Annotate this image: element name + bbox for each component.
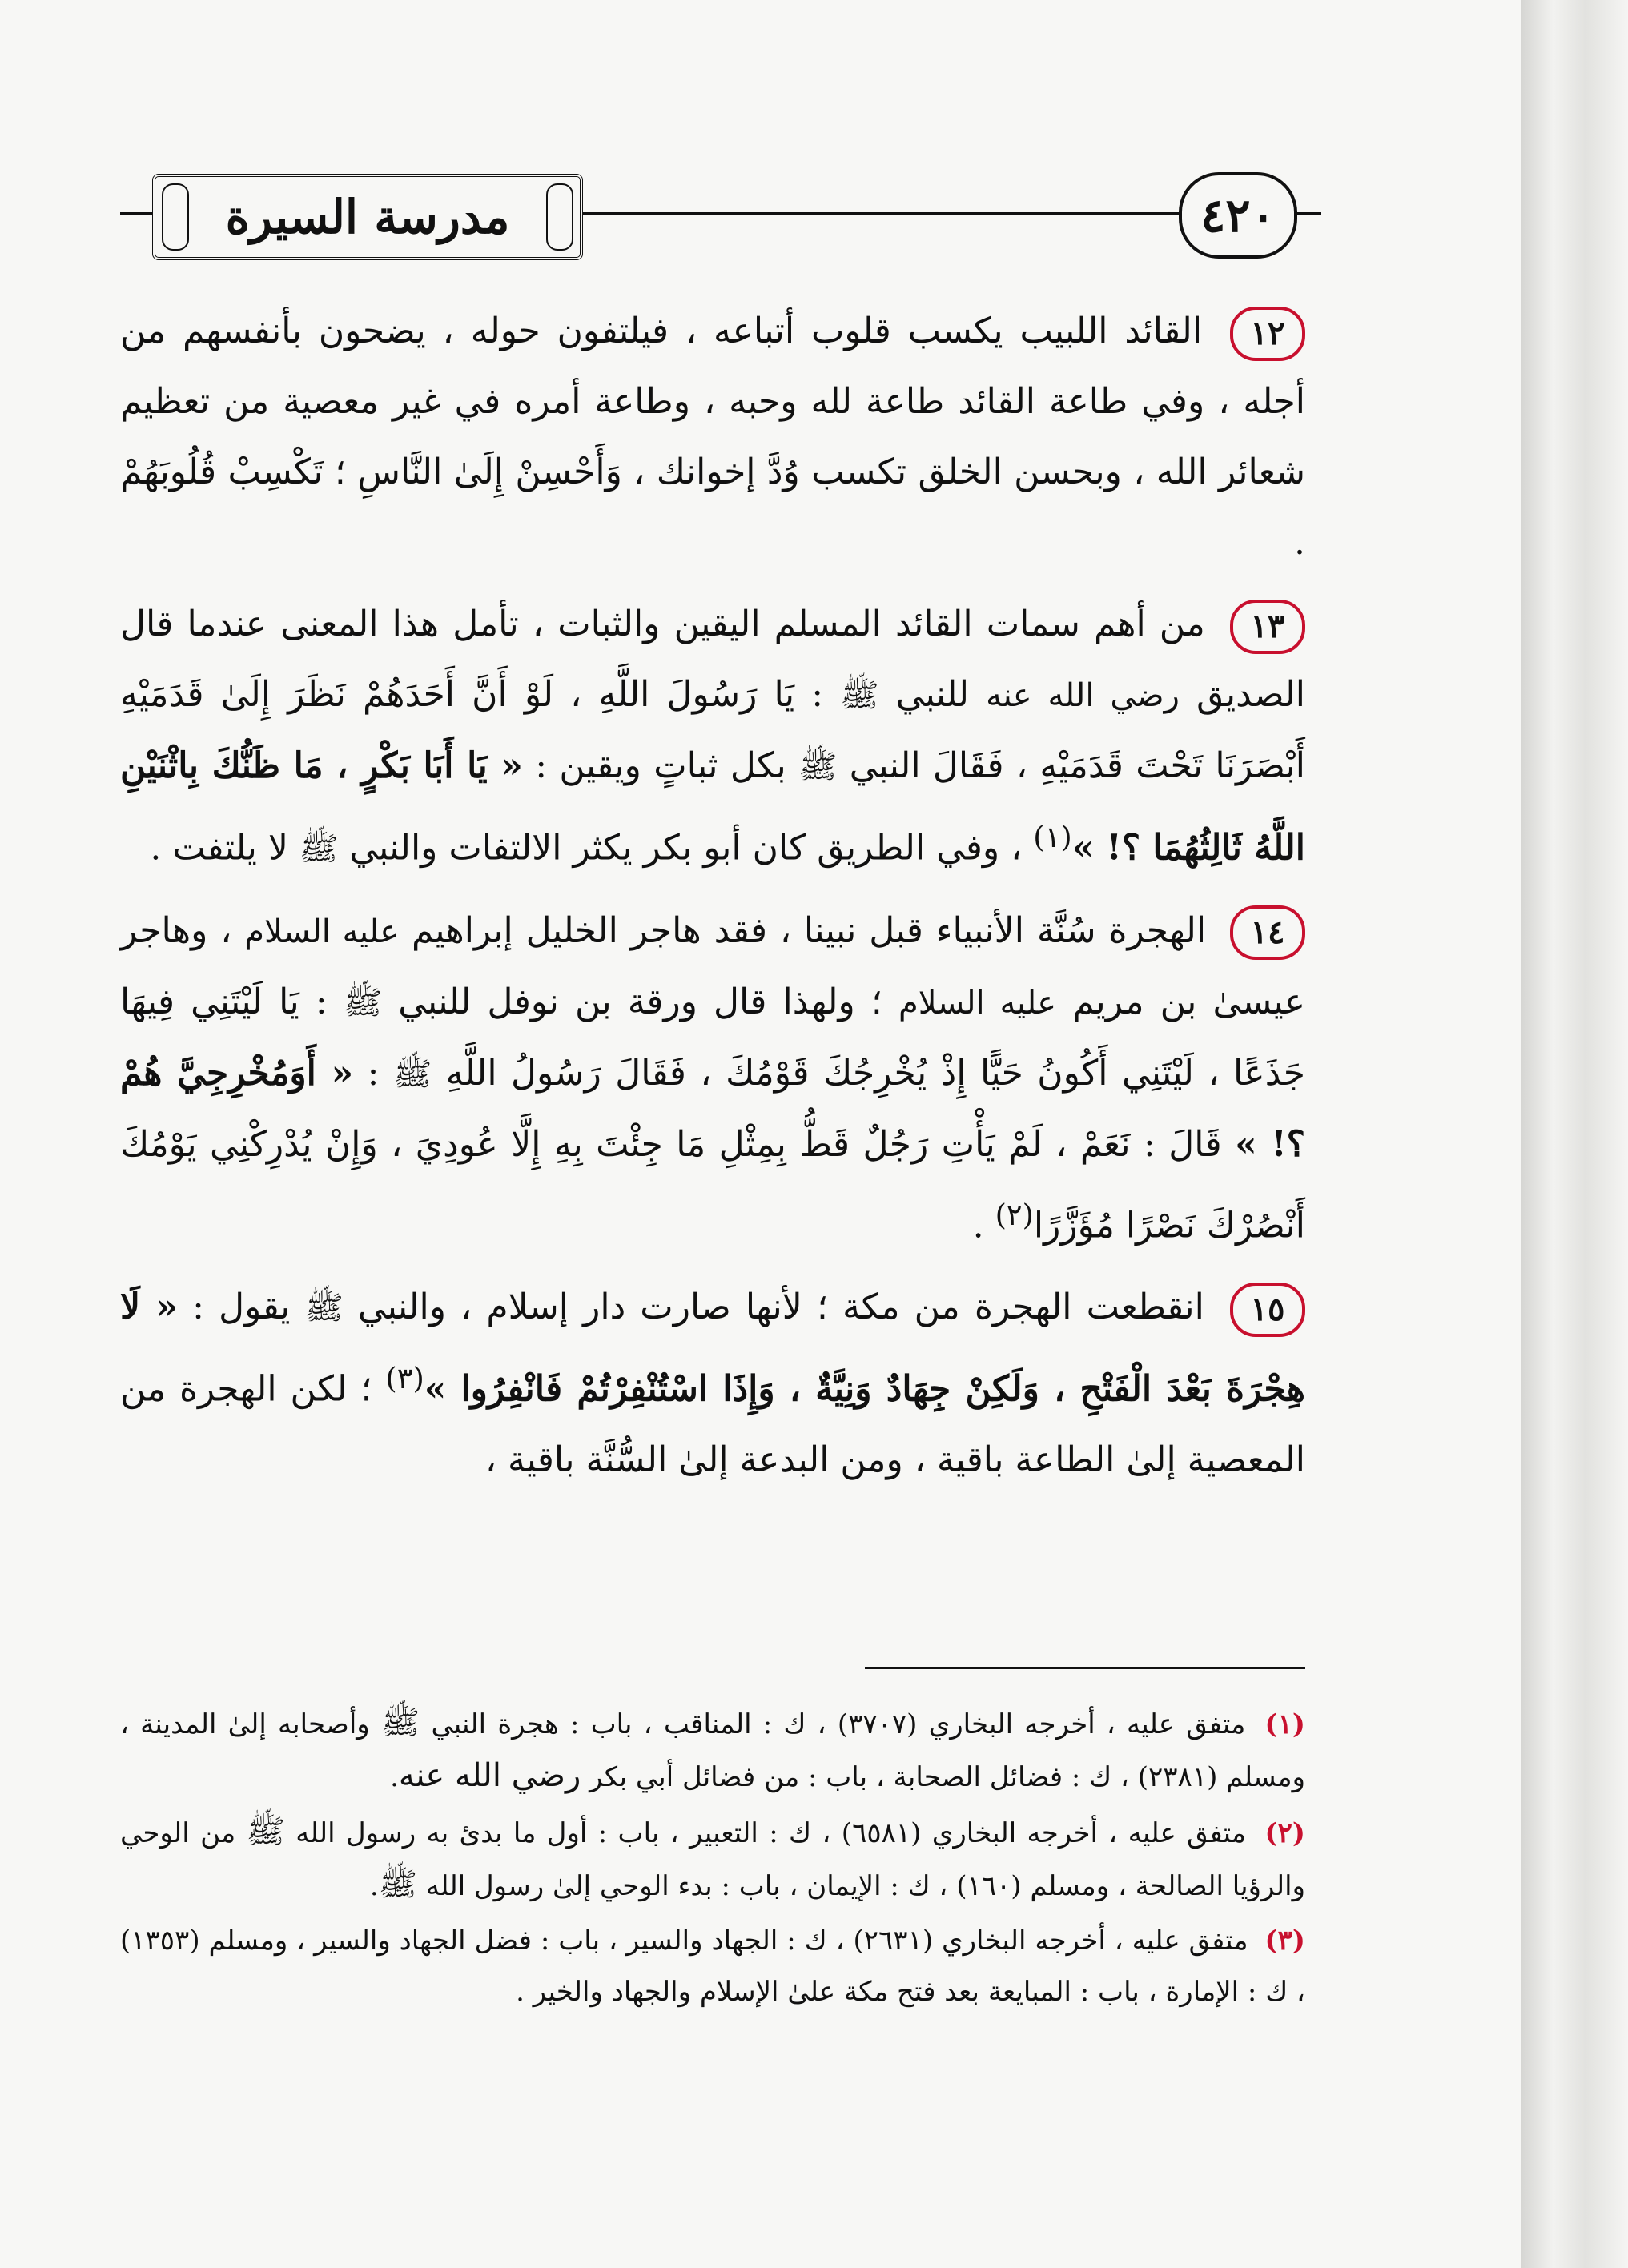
honorific-radiyallahu-icon: رضي الله عنه: [986, 677, 1180, 714]
honorific-radiyallahu-icon: رضي الله عنه: [398, 1757, 581, 1794]
point-12: [120, 296, 1305, 578]
page-header: [120, 172, 1321, 260]
footnote-text: متفق عليه ، أخرجه البخاري (٢٦٣١) ، ك : الجهاد والسير ، باب : فضل الجهاد والسير ، ومسلم (١٣٥٣) ، ك : الإمارة ، باب : المبايعة بعد فتح مكة علىٰ الإسلام والجهاد والخير .: [120, 1925, 1305, 2008]
honorific-salla-allah-icon: ﷺ: [798, 749, 838, 785]
point-text: للنبي: [895, 674, 969, 715]
point-number: ١٢: [1230, 307, 1305, 361]
footnote-3: [120, 1915, 1305, 2017]
main-text: [120, 296, 1305, 1507]
point-15: [120, 1272, 1305, 1495]
honorific-salla-allah-icon: ﷺ: [343, 984, 383, 1022]
point-text: ، وهاجر عيسىٰ بن مريم: [120, 909, 1305, 1022]
point-number: ١٥: [1230, 1283, 1305, 1337]
footnote-2: (٢) متفق عليه ، أخرجه البخاري (٦٥٨١) ، ك : التعبير ، باب : أول ما بدئ به رسول الله ﷺ من الوحي والرؤيا الصالحة ، ومسلم (١٦٠) ، ك : الإيمان ، باب : بدء الوحي إلىٰ رسول الله ﷺ.: [120, 1813, 1305, 1903]
honorific-salla-allah-icon: ﷺ: [299, 830, 339, 868]
page-edge-stack: [1521, 0, 1628, 2268]
page-number: ٤٢٠: [1179, 172, 1297, 259]
point-14: ١٤ الهجرة سُنَّة الأنبياء قبل نبينا ، فقد هاجر الخليل إبراهيم عليه السلام ، وهاجر عيسىٰ بن مريم عليه السلام ؛ ولهذا قال ورقة بن نوفل للنبي ﷺ : يَا لَيْتَنِي فِيهَا جَذَعًا ، لَيْتَنِي أَكُونُ حَيًّا إِذْ يُخْرِجُكَ قَوْمُكَ ، فَقَالَ رَسُولُ اللَّهِ ﷺ : « أَوَمُخْرِجِيَّ هُمْ ؟! » قَالَ : نَعَمْ ، لَمْ يَأْتِ رَجُلٌ قَطُّ بِمِثْلِ مَا جِئْتَ بِهِ إِلَّا عُودِيَ ، وَإِنْ يُدْرِكْنِي يَوْمُكَ أَنْصُرْكَ نَصْرًا مُؤَزَّرًا$^{(٢)}$ .: [120, 896, 1305, 1262]
footnote-text: من الوحي والرؤيا الصالحة ، ومسلم (١٦٠) ، ك : الإيمان ، باب : بدء الوحي إلىٰ رسول الله: [120, 1817, 1305, 1902]
footnote-number: (٣): [1264, 1925, 1305, 1957]
point-text: من أهم سمات القائد المسلم اليقين والثبات ، تأمل هذا المعنى عندما قال الصديق: [120, 604, 1305, 715]
point-text: لا يلتفت .: [150, 827, 288, 869]
point-13: [120, 589, 1305, 885]
footnote-separator: [865, 1667, 1305, 1669]
point-text: : يَا لَيْتَنِي فِيهَا جَذَعًا ، لَيْتَنِي أَكُونُ حَيًّا إِذْ يُخْرِجُكَ قَوْمُكَ ، فَقَالَ رَسُولُ اللَّهِ: [120, 981, 1305, 1094]
footnote-ref: (١): [1033, 820, 1072, 854]
point-text: : يَا رَسُولَ اللَّهِ ، لَوْ أَنَّ أَحَدَهُمْ نَظَرَ إِلَىٰ قَدَمَيْهِ أَبْصَرَنَا تَحْتَ قَدَمَيْهِ ، فَقَالَ النبي: [120, 674, 1305, 786]
running-title: مدرسة السيرة: [152, 174, 583, 260]
footnote-1: (١) متفق عليه ، أخرجه البخاري (٣٧٠٧) ، ك : المناقب ، باب : هجرة النبي ﷺ وأصحابه إلىٰ المدينة ، ومسلم (٢٣٨١) ، ك : فضائل الصحابة ، باب : من فضائل أبي بكر رضي الله عنه.: [120, 1704, 1305, 1794]
hadith-quote: « يَا أَبَا بَكْرٍ ، مَا ظَنُّكَ بِاثْنَيْنِ اللَّهُ ثَالِثُهُمَا ؟! »: [120, 745, 1305, 869]
point-text: يقول :: [192, 1287, 291, 1328]
point-text: ؛ لكن الهجرة من المعصية إلىٰ الطاعة باقية ، ومن البدعة إلىٰ السُّنَّة باقية ،: [120, 1368, 1305, 1480]
footnotes: [120, 1697, 1305, 2021]
honorific-salla-allah-icon: ﷺ: [246, 1813, 285, 1850]
hadith-quote: « لَا هِجْرَةَ بَعْدَ الْفَتْحِ ، وَلَكِنْ جِهَادٌ وَنِيَّةٌ ، وَإِذَا اسْتُنْفِرْتُمْ فَانْفِرُوا »: [120, 1287, 1305, 1410]
footnote-text: وأصحابه إلىٰ المدينة ، ومسلم (٢٣٨١) ، ك : فضائل الصحابة ، باب : من فضائل أبي بكر: [120, 1708, 1305, 1793]
footnote-ref: (٢): [995, 1197, 1034, 1232]
footnote-number: (١): [1264, 1708, 1305, 1740]
honorific-salla-allah-icon: ﷺ: [392, 1055, 432, 1093]
point-text: انقطعت الهجرة من مكة ؛ لأنها صارت دار إسلام ، والنبي: [357, 1287, 1204, 1328]
point-text: ، وفي الطريق كان أبو بكر يكثر الالتفات والنبي: [349, 827, 1023, 869]
footnote-number: (٢): [1264, 1817, 1305, 1849]
point-text: القائد اللبيب يكسب قلوب أتباعه ، فيلتفون حوله ، يضحون بأنفسهم من أجله ، وفي طاعة القائد طاعة لله وحبه ، وطاعة أمره في غير معصية من تعظيم شعائر الله ، وبحسن الخلق تكسب وُدَّ إخوانك ، وَأَحْسِنْ إِلَىٰ النَّاسِ ؛ تَكْسِبْ قُلُوبَهُمْ .: [120, 311, 1305, 563]
honorific-salla-allah-icon: ﷺ: [380, 1704, 420, 1741]
footnote-ref: (٣): [385, 1361, 424, 1396]
point-number: ١٤: [1230, 905, 1305, 960]
hadith-quote: « أَوَمُخْرِجِيَّ هُمْ ؟! »: [120, 1052, 1305, 1165]
point-text: الهجرة سُنَّة الأنبياء قبل نبينا ، فقد هاجر الخليل إبراهيم: [412, 909, 1207, 951]
point-text: .: [972, 1205, 984, 1246]
honorific-salla-allah-icon: ﷺ: [304, 1290, 344, 1327]
honorific-alayhi-salam-icon: عليه السلام: [244, 913, 400, 950]
point-number: ١٣: [1230, 600, 1305, 654]
honorific-alayhi-salam-icon: عليه السلام: [898, 984, 1057, 1022]
footnote-text: متفق عليه ، أخرجه البخاري (٦٥٨١) ، ك : التعبير ، باب : أول ما بدئ به رسول الله: [295, 1817, 1247, 1849]
footnote-text: متفق عليه ، أخرجه البخاري (٣٧٠٧) ، ك : المناقب ، باب : هجرة النبي: [431, 1708, 1246, 1740]
point-text: ؛ ولهذا قال ورقة بن نوفل للنبي: [398, 981, 882, 1022]
point-text: بكل ثباتٍ ويقين :: [535, 745, 786, 786]
honorific-salla-allah-icon: ﷺ: [840, 677, 879, 714]
point-text: قَالَ : نَعَمْ ، لَمْ يَأْتِ رَجُلٌ قَطُّ بِمِثْلِ مَا جِئْتَ بِهِ إِلَّا عُودِيَ ، وَإِنْ يُدْرِكْنِي يَوْمُكَ أَنْصُرْكَ نَصْرًا مُؤَزَّرًا: [120, 1123, 1305, 1246]
honorific-salla-allah-icon: ﷺ: [378, 1866, 418, 1903]
